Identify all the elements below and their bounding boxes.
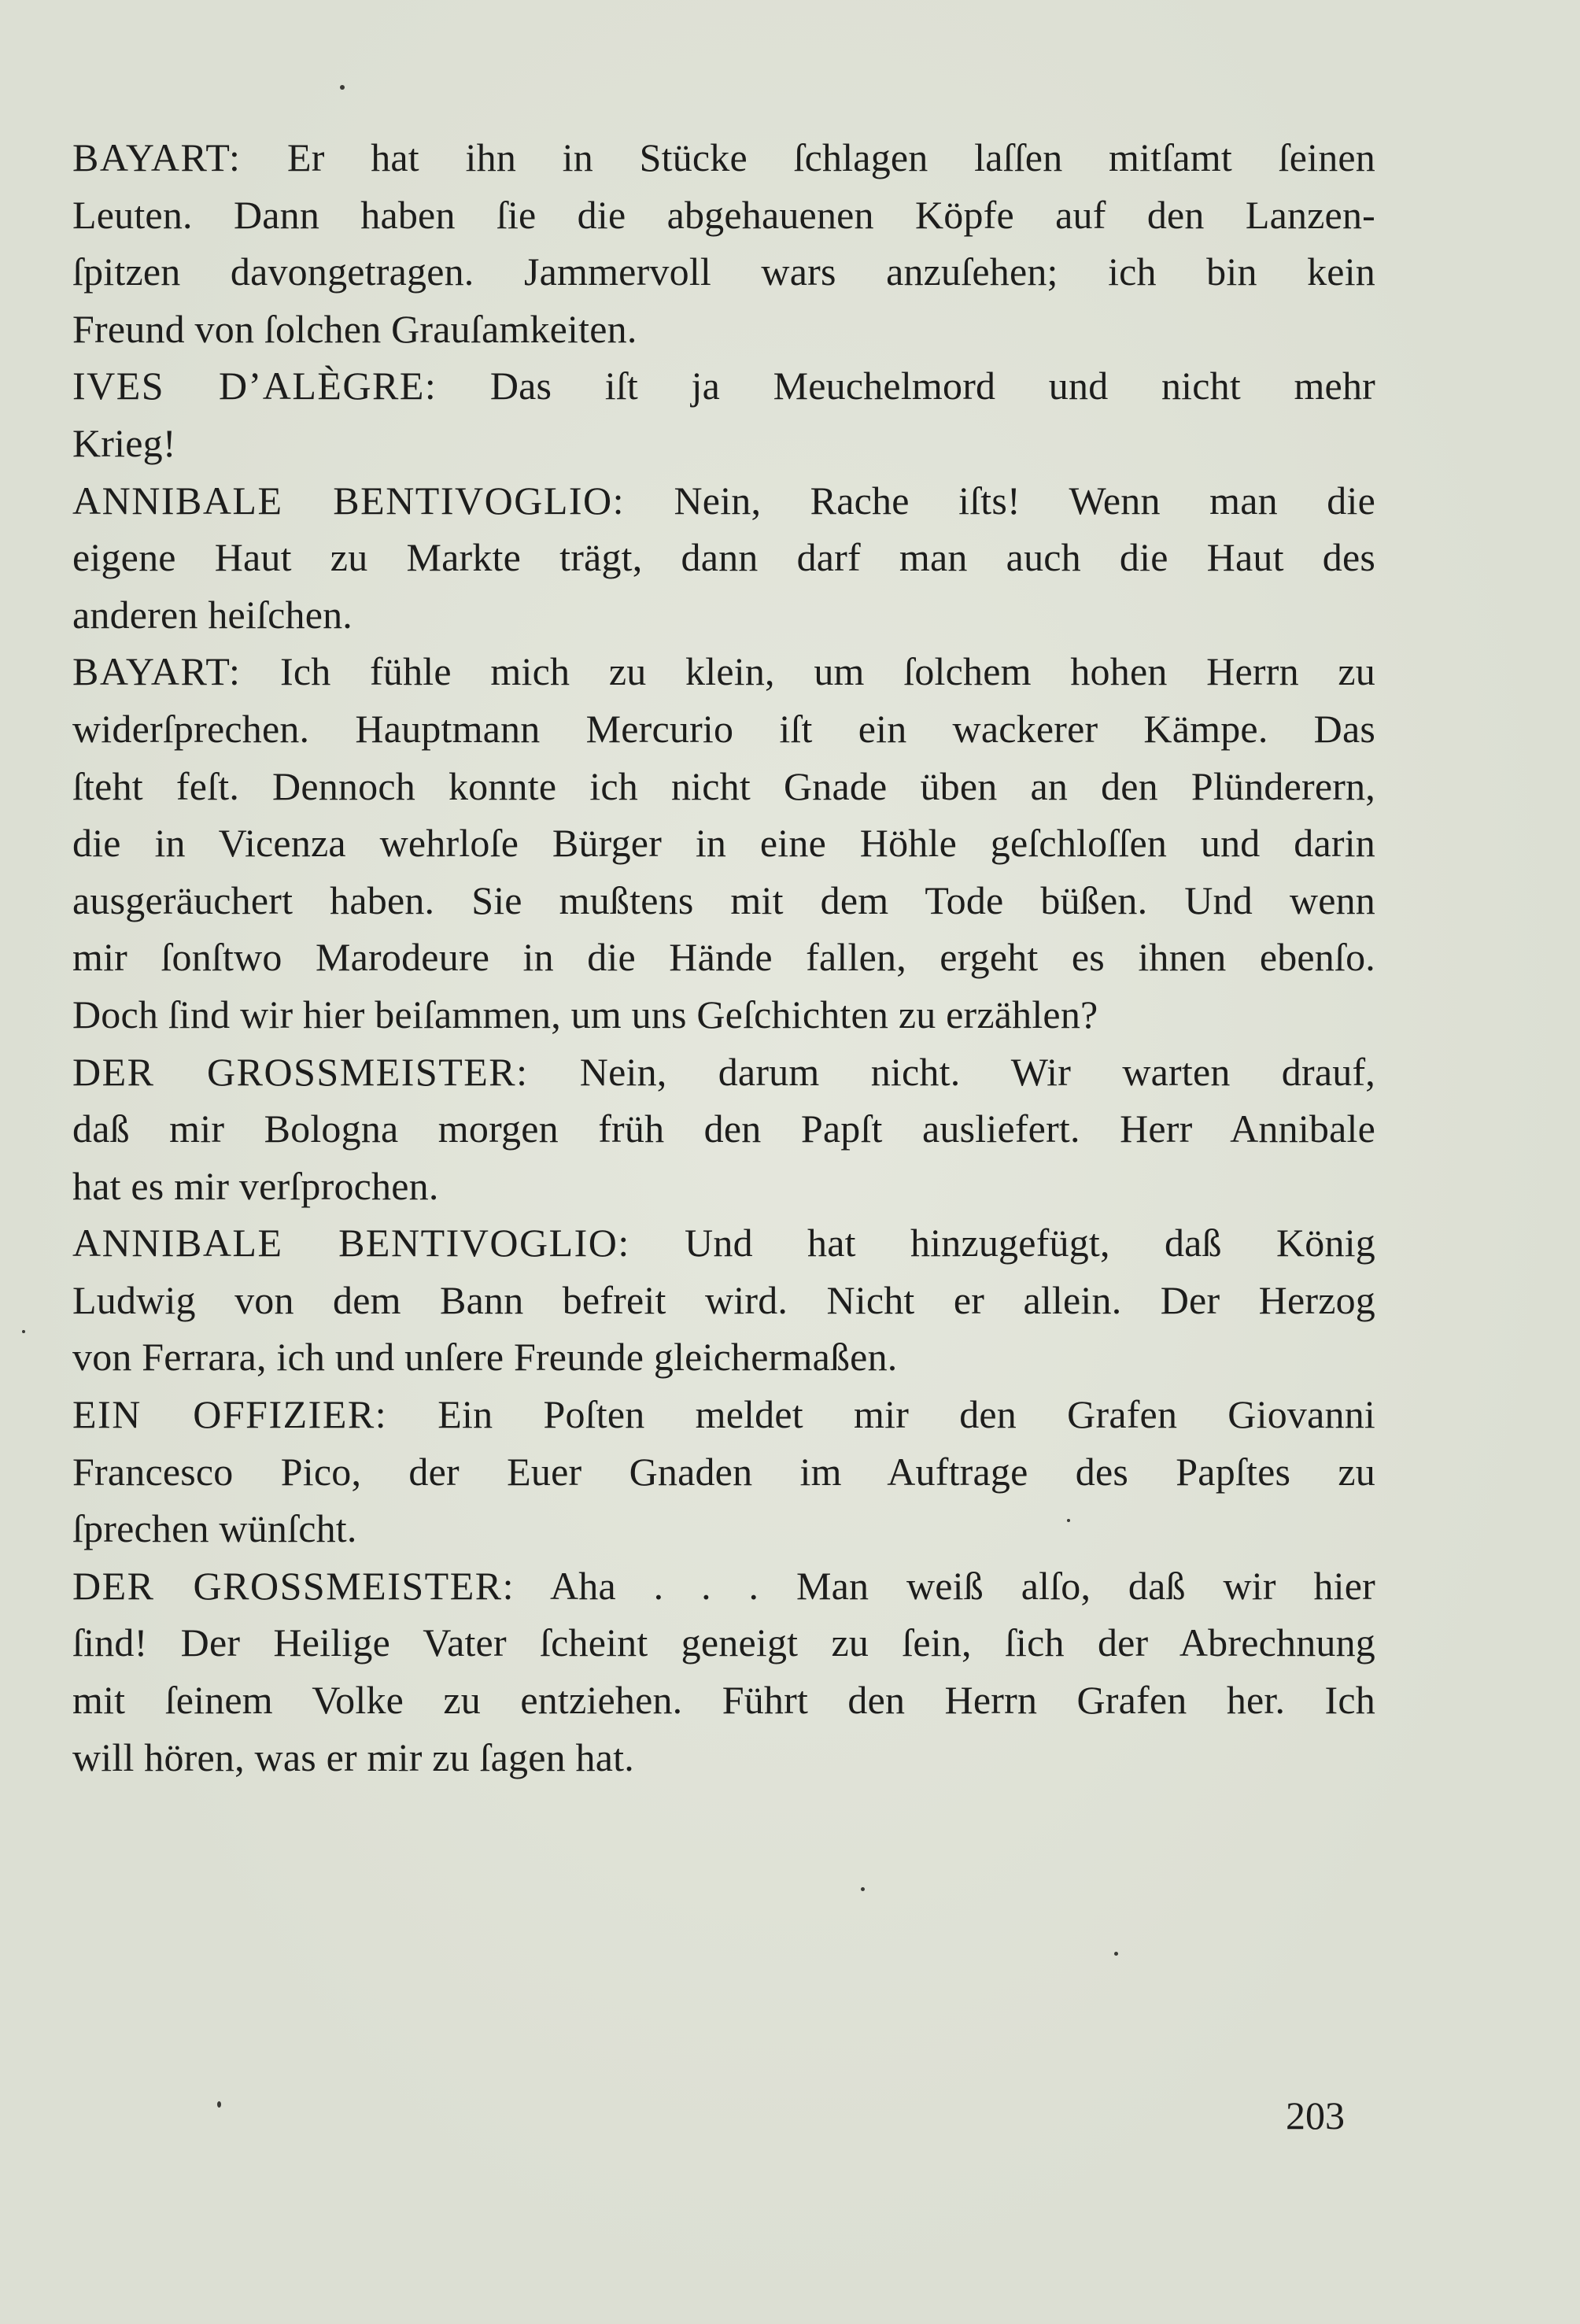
- text-line: [72, 1100, 1375, 1158]
- line-text: ſind! Der Heilige Vater ſcheint geneigt zu ſein, ſich der Abrechnung: [72, 1620, 1375, 1665]
- speaker-name: IVES D’ALÈGRE:: [72, 364, 437, 408]
- paper-speck: [217, 2101, 221, 2108]
- text-line: [72, 243, 1375, 301]
- line-text: Nein, darum nicht. Wir warten drauf,: [528, 1049, 1375, 1094]
- text-line: [72, 586, 1375, 644]
- paper-speck: [1067, 1519, 1070, 1522]
- speaker-name: DER GROSSMEISTER:: [72, 1049, 529, 1094]
- text-line: [72, 357, 1375, 415]
- text-line: [72, 529, 1375, 586]
- text-line: [72, 1557, 1375, 1615]
- text-line: [72, 1500, 1375, 1557]
- text-line: [72, 1158, 1375, 1215]
- text-line: [72, 1614, 1375, 1672]
- speaker-name: EIN OFFIZIER:: [72, 1392, 388, 1437]
- line-text: anderen heiſchen.: [72, 592, 353, 637]
- text-line: [72, 986, 1375, 1044]
- line-text: hat es mir verſprochen.: [72, 1163, 439, 1208]
- paper-speck: [22, 1330, 25, 1333]
- line-text: ſpitzen davongetragen. Jammervoll wars anzuſehen; ich bin kein: [72, 249, 1375, 294]
- line-text: ausgeräuchert haben. Sie mußtens mit dem Tode büßen. Und wenn: [72, 878, 1375, 922]
- paper-speck: [1114, 1952, 1118, 1956]
- text-line: [72, 415, 1375, 472]
- line-text: Und hat hinzugefügt, daß König: [629, 1221, 1375, 1265]
- line-text: Krieg!: [72, 420, 176, 465]
- text-line: [72, 815, 1375, 872]
- paper-speck: [340, 85, 345, 90]
- text-line: [72, 1443, 1375, 1501]
- line-text: Nein, Rache iſts! Wenn man die: [625, 478, 1375, 523]
- speaker-name: BAYART:: [72, 649, 242, 694]
- text-line: [72, 1214, 1375, 1272]
- speaker-name: BAYART:: [72, 135, 242, 179]
- text-line: [72, 1044, 1375, 1101]
- text-line: [72, 1729, 1375, 1786]
- line-text: Doch ſind wir hier beiſammen, um uns Geſchichten zu erzählen?: [72, 992, 1098, 1036]
- text-line: [72, 872, 1375, 929]
- line-text: Aha . . . Man weiß alſo, daß wir hier: [515, 1563, 1375, 1608]
- text-line: [72, 929, 1375, 986]
- line-text: mir ſonſtwo Marodeure in die Hände fallen, ergeht es ihnen ebenſo.: [72, 935, 1375, 980]
- line-text: daß mir Bologna morgen früh den Papſt ausliefert. Herr Annibale: [72, 1107, 1375, 1151]
- text-line: [72, 1272, 1375, 1329]
- drama-text-block: [72, 129, 1375, 1786]
- text-line: [72, 1672, 1375, 1729]
- line-text: Francesco Pico, der Euer Gnaden im Auftrage des Papſtes zu: [72, 1449, 1375, 1494]
- text-line: [72, 301, 1375, 358]
- line-text: die in Vicenza wehrloſe Bürger in eine Höhle geſchloſſen und darin: [72, 821, 1375, 866]
- speaker-name: DER GROSSMEISTER:: [72, 1563, 515, 1608]
- line-text: Freund von ſolchen Grauſamkeiten.: [72, 306, 637, 351]
- line-text: Ein Poſten meldet mir den Grafen Giovanni: [387, 1392, 1375, 1437]
- text-line: [72, 700, 1375, 758]
- text-line: [72, 643, 1375, 700]
- line-text: Ich fühle mich zu klein, um ſolchem hohen Herrn zu: [241, 649, 1375, 694]
- line-text: Das iſt ja Meuchelmord und nicht mehr: [437, 364, 1375, 408]
- page-number: 203: [1286, 2093, 1345, 2137]
- line-text: mit ſeinem Volke zu entziehen. Führt den Herrn Grafen her. Ich: [72, 1678, 1375, 1723]
- text-line: [72, 1328, 1375, 1386]
- line-text: will hören, was er mir zu ſagen hat.: [72, 1735, 634, 1779]
- speaker-name: ANNIBALE BENTIVOGLIO:: [72, 1221, 630, 1265]
- text-line: [72, 187, 1375, 244]
- line-text: Er hat ihn in Stücke ſchlagen laſſen mitſamt ſeinen: [241, 135, 1375, 179]
- text-line: [72, 472, 1375, 530]
- line-text: widerſprechen. Hauptmann Mercurio iſt ein wackerer Kämpe. Das: [72, 706, 1375, 751]
- paper-speck: [861, 1887, 865, 1891]
- line-text: Leuten. Dann haben ſie die abgehauenen Köpfe auf den Lanzen-: [72, 192, 1375, 237]
- line-text: ſteht feſt. Dennoch konnte ich nicht Gnade üben an den Plünderern,: [72, 763, 1375, 808]
- line-text: ſprechen wünſcht.: [72, 1506, 357, 1551]
- text-line: [72, 129, 1375, 187]
- speaker-name: ANNIBALE BENTIVOGLIO:: [72, 478, 626, 523]
- text-line: [72, 1386, 1375, 1443]
- text-line: [72, 758, 1375, 815]
- line-text: Ludwig von dem Bann befreit wird. Nicht er allein. Der Herzog: [72, 1277, 1375, 1322]
- line-text: eigene Haut zu Markte trägt, dann darf man auch die Haut des: [72, 535, 1375, 580]
- line-text: von Ferrara, ich und unſere Freunde gleichermaßen.: [72, 1335, 898, 1380]
